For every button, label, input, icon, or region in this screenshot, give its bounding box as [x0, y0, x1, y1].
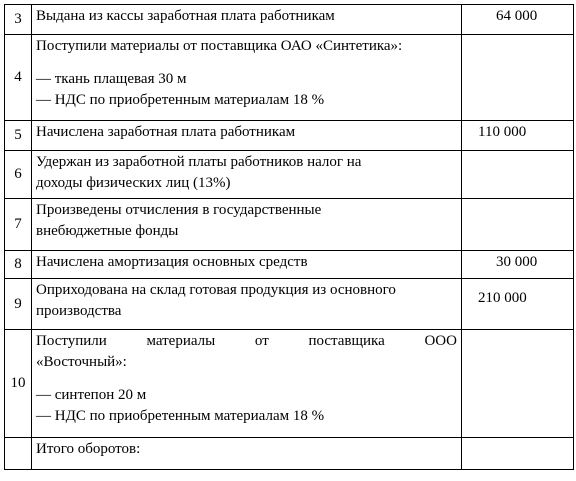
- amount-cell: [462, 199, 574, 251]
- operation-description: [32, 5, 462, 35]
- description-line: [36, 331, 457, 352]
- operation-description: [32, 279, 462, 330]
- operation-description: [32, 438, 462, 470]
- description-line: внебюджетные фонды: [36, 223, 179, 239]
- description-word: Поступили: [36, 333, 107, 349]
- description-word: поставщика: [308, 333, 385, 349]
- amount-cell: [462, 151, 574, 199]
- amount-cell: [462, 35, 574, 121]
- operation-description: [32, 251, 462, 279]
- description-word: от: [254, 333, 269, 349]
- amount-cell: [462, 121, 574, 151]
- table-row: [5, 330, 574, 438]
- description-line: доходы физических лиц (13%): [36, 175, 231, 191]
- operation-description: [32, 151, 462, 199]
- row-number: 4: [5, 35, 32, 121]
- table-row: [5, 121, 574, 151]
- amount-value: 210 000: [478, 290, 527, 306]
- table-row: [5, 5, 574, 35]
- row-number: 8: [5, 251, 32, 279]
- description-line: — ткань плащевая 30 м: [36, 71, 187, 87]
- amount-cell: [462, 5, 574, 35]
- row-number: 10: [5, 330, 32, 438]
- amount-value: 30 000: [496, 254, 538, 270]
- operation-description: [32, 330, 462, 438]
- total-label: Итого оборотов:: [36, 441, 141, 457]
- table-row: [5, 251, 574, 279]
- description-line: Поступили материалы от поставщика ОАО «Синтетика»:: [36, 38, 403, 54]
- description-line: «Восточный»:: [36, 354, 127, 370]
- row-number: 6: [5, 151, 32, 199]
- row-number: 5: [5, 121, 32, 151]
- table-row: [5, 35, 574, 121]
- description-line: производства: [36, 303, 122, 319]
- table-row: [5, 199, 574, 251]
- description-line: Выдана из кассы заработная плата работникам: [36, 8, 335, 24]
- operations-table: [4, 4, 574, 470]
- amount-cell: [462, 438, 574, 470]
- amount-cell: [462, 251, 574, 279]
- description-line: Оприходована на склад готовая продукция из основного: [36, 282, 396, 298]
- row-number: 9: [5, 279, 32, 330]
- description-line: — НДС по приобретенным материалам 18 %: [36, 92, 325, 108]
- row-number: 3: [5, 5, 32, 35]
- table-row-total: [5, 438, 574, 470]
- description-line: Удержан из заработной платы работников налог на: [36, 154, 362, 170]
- operation-description: [32, 35, 462, 121]
- table-row: [5, 151, 574, 199]
- row-number: 7: [5, 199, 32, 251]
- description-word: материалы: [146, 333, 216, 349]
- description-line: Начислена амортизация основных средств: [36, 254, 308, 270]
- description-line: — НДС по приобретенным материалам 18 %: [36, 408, 325, 424]
- operation-description: [32, 199, 462, 251]
- amount-value: 64 000: [496, 8, 538, 24]
- amount-value: 110 000: [478, 124, 527, 140]
- description-line: Произведены отчисления в государственные: [36, 202, 322, 218]
- description-line: — синтепон 20 м: [36, 387, 147, 403]
- table-row: [5, 279, 574, 330]
- amount-cell: [462, 279, 574, 330]
- description-word: ООО: [424, 333, 457, 349]
- operation-description: [32, 121, 462, 151]
- description-line: Начислена заработная плата работникам: [36, 124, 296, 140]
- row-number: [5, 438, 32, 470]
- amount-cell: [462, 330, 574, 438]
